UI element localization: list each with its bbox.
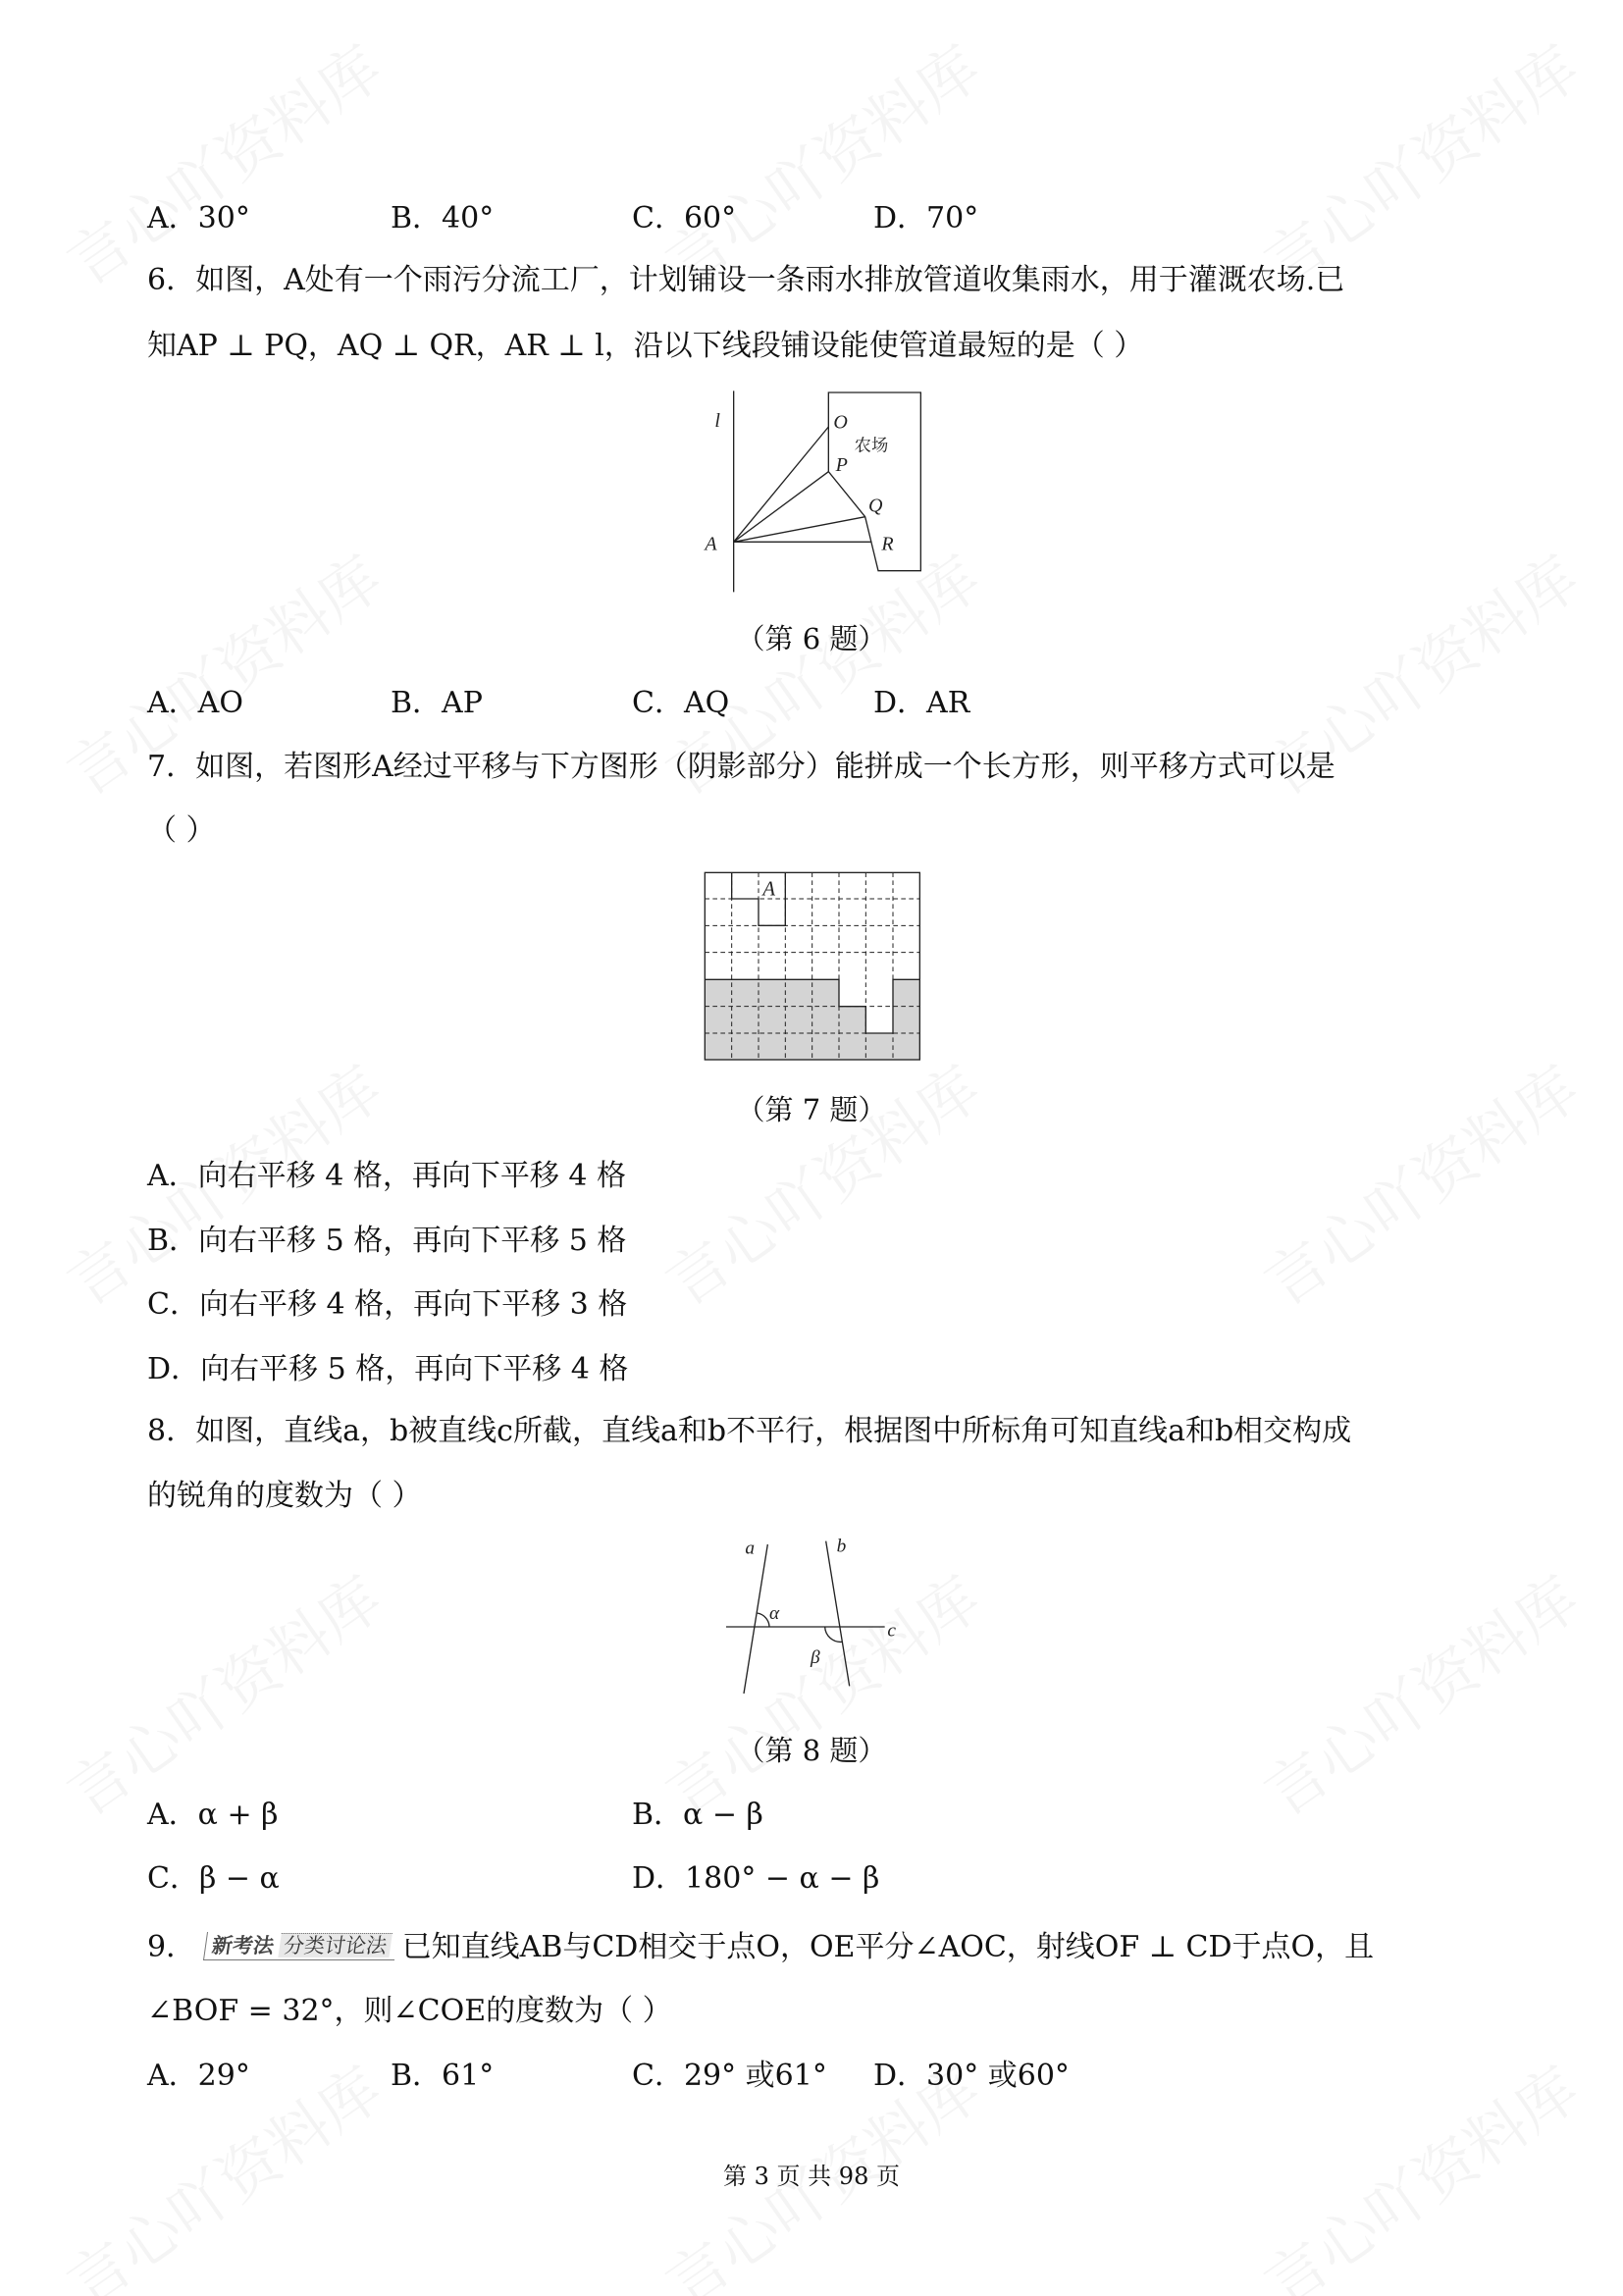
watermark	[47, 21, 396, 301]
badge-sub: 分类讨论法	[278, 1933, 393, 1957]
option-d: D．70°	[873, 201, 979, 235]
option-d: D．180° − α − β	[632, 1861, 880, 1896]
label-o: O	[833, 411, 848, 434]
label-b: b	[836, 1536, 847, 1557]
question-9-text: ∠BOF = 32°，则∠COE的度数为（ ）	[147, 1994, 672, 2028]
option-a: A．30°	[147, 201, 250, 235]
option-b: B．AP	[391, 686, 483, 720]
option-c: C．29° 或61°	[632, 2059, 827, 2093]
figure-6-caption: （第 6 题）	[736, 622, 887, 655]
option-c: C．β − α	[147, 1861, 280, 1896]
watermark	[646, 21, 995, 301]
question-9-text	[147, 1928, 1374, 1967]
question-6-text: 6．如图，A处有一个雨污分流工厂，计划铺设一条雨水排放管道收集雨水，用于灌溉农场.已	[147, 263, 1345, 297]
watermark	[646, 1041, 995, 1322]
label-a: A	[705, 533, 717, 555]
new-method-badge	[203, 1932, 398, 1960]
option-a: A．向右平移 4 格，再向下平移 4 格	[147, 1159, 626, 1193]
option-b: B．61°	[391, 2059, 495, 2093]
question-7-text: （ ）	[147, 813, 216, 848]
watermark	[1244, 1551, 1594, 1832]
label-beta: β	[811, 1647, 820, 1668]
option-d: D．向右平移 5 格，再向下平移 4 格	[147, 1352, 629, 1386]
option-d: D．AR	[873, 686, 970, 720]
label-a: A	[762, 878, 775, 901]
label-r: R	[881, 533, 894, 555]
question-7-text: 7．如图，若图形A经过平移与下方图形（阴影部分）能拼成一个长方形，则平移方式可以是	[147, 750, 1335, 784]
watermark	[1244, 21, 1594, 301]
page-footer: 第 3 页 共 98 页	[723, 2163, 900, 2190]
figure-6-farm-diagram	[687, 383, 962, 608]
label-farm: 农场	[854, 436, 889, 456]
watermark	[1244, 1041, 1594, 1322]
option-a: A．29°	[147, 2059, 250, 2093]
question-6-text: 知AP ⊥ PQ，AQ ⊥ QR，AR ⊥ l，沿以下线段铺设能使管道最短的是（ ）	[147, 329, 1144, 363]
option-c: C．60°	[632, 201, 737, 235]
label-q: Q	[868, 495, 883, 517]
label-c: c	[887, 1620, 896, 1642]
question-9-line1: 已知直线AB与CD相交于点O，OE平分∠AOC，射线OF ⊥ CD于点O，且	[401, 1930, 1375, 1964]
label-a: a	[745, 1538, 756, 1559]
label-p: P	[835, 454, 848, 476]
option-c: C．向右平移 4 格，再向下平移 3 格	[147, 1287, 628, 1322]
figure-8-lines-diagram	[707, 1521, 932, 1717]
figure-7-caption: （第 7 题）	[736, 1093, 887, 1126]
option-a: A．AO	[147, 686, 243, 720]
watermark	[47, 1551, 396, 1832]
option-b: B．α − β	[632, 1798, 763, 1832]
question-number: 9．	[147, 1930, 196, 1964]
figure-8-caption: （第 8 题）	[736, 1734, 887, 1767]
option-d: D．30° 或60°	[873, 2059, 1070, 2093]
label-alpha: α	[769, 1603, 780, 1624]
label-l: l	[714, 410, 720, 432]
figure-7-grid-diagram	[687, 863, 942, 1079]
question-8-text: 的锐角的度数为（ ）	[147, 1479, 422, 1513]
option-b: B．40°	[391, 201, 495, 235]
badge-main: 新考法	[210, 1934, 276, 1957]
option-a: A．α + β	[147, 1798, 279, 1832]
option-c: C．AQ	[632, 686, 730, 720]
question-8-text: 8．如图，直线a，b被直线c所截，直线a和b不平行，根据图中所标角可知直线a和b相交构成	[147, 1414, 1352, 1448]
option-b: B．向右平移 5 格，再向下平移 5 格	[147, 1224, 627, 1258]
